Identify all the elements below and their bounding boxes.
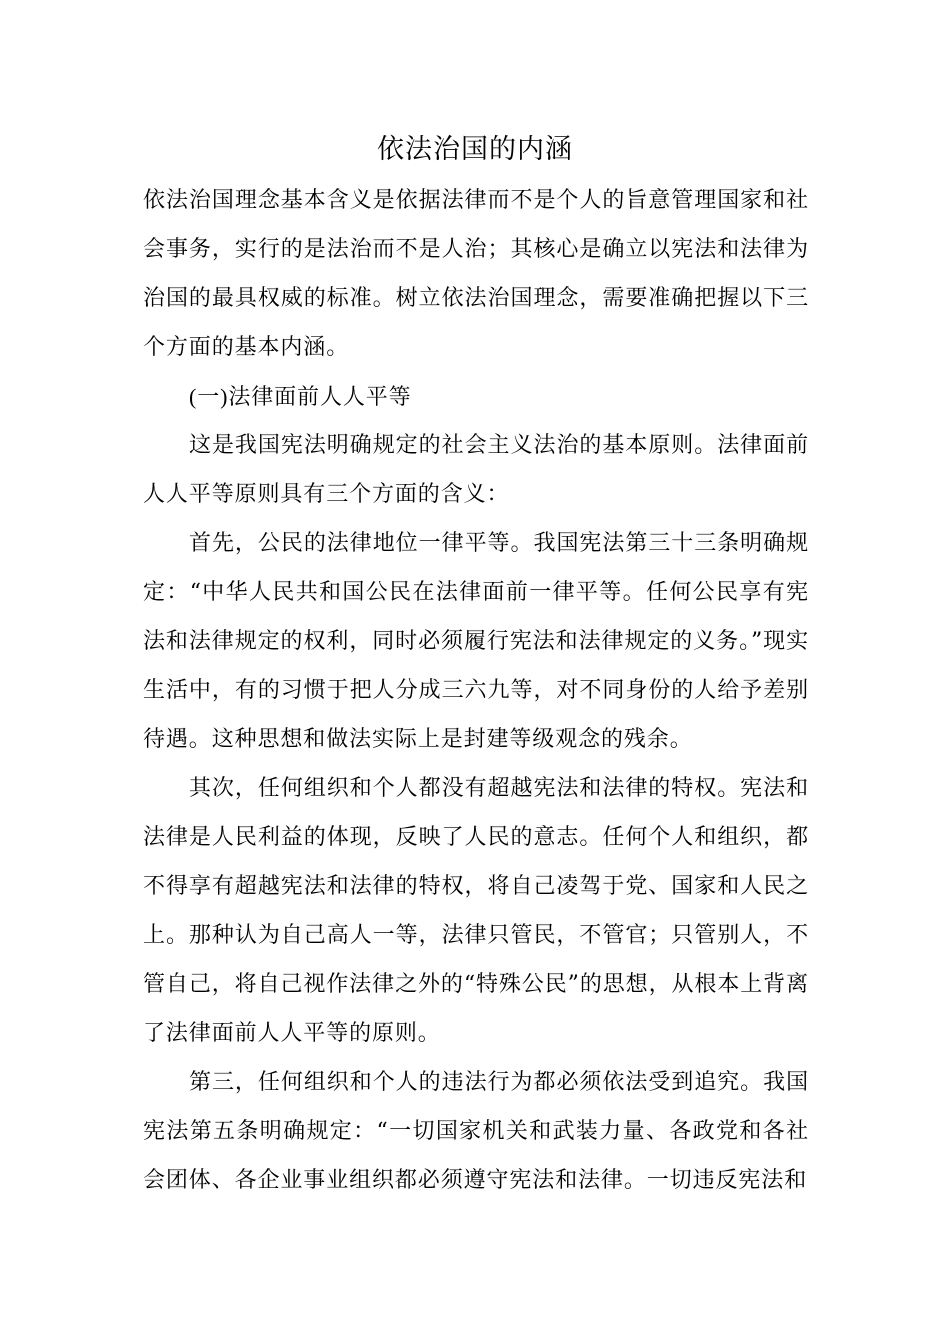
section-heading-equality: (一)法律面前人人平等 [189, 384, 412, 409]
third-point-paragraph: 第三，任何组织和个人的违法行为都必须依法受到追究。我国宪法第五条明确规定：“一切国家机关和武装力量、各政党和各社会团体、各企业事业组织都必须遵守宪法和法律。一切违反宪法和 [143, 1070, 809, 1193]
intro-paragraph: 依法治国理念基本含义是依据法律而不是个人的旨意管理国家和社会事务，实行的是法治而不是人治；其核心是确立以宪法和法律为治国的最具权威的标准。树立依法治国理念，需要准确把握以下三个方面的基本内涵。 [143, 188, 809, 360]
document-body [143, 176, 809, 1205]
principle-paragraph: 这是我国宪法明确规定的社会主义法治的基本原则。法律面前人人平等原则具有三个方面的含义： [143, 433, 809, 507]
first-point-paragraph: 首先，公民的法律地位一律平等。我国宪法第三十三条明确规定：“中华人民共和国公民在法律面前一律平等。任何公民享有宪法和法律规定的权利，同时必须履行宪法和法律规定的义务。”现实生活中，有的习惯于把人分成三六九等，对不同身份的人给予差别待遇。这种思想和做法实际上是封建等级观念的残余。 [143, 531, 809, 752]
second-point-paragraph: 其次，任何组织和个人都没有超越宪法和法律的特权。宪法和法律是人民利益的体现，反映了人民的意志。任何个人和组织，都不得享有超越宪法和法律的特权，将自己凌驾于党、国家和人民之上。那种认为自己高人一等，法律只管民，不管官；只管别人，不管自己，将自己视作法律之外的“特殊公民”的思想，从根本上背离了法律面前人人平等的原则。 [143, 776, 809, 1046]
document-title: 依法治国的内涵 [377, 134, 573, 165]
